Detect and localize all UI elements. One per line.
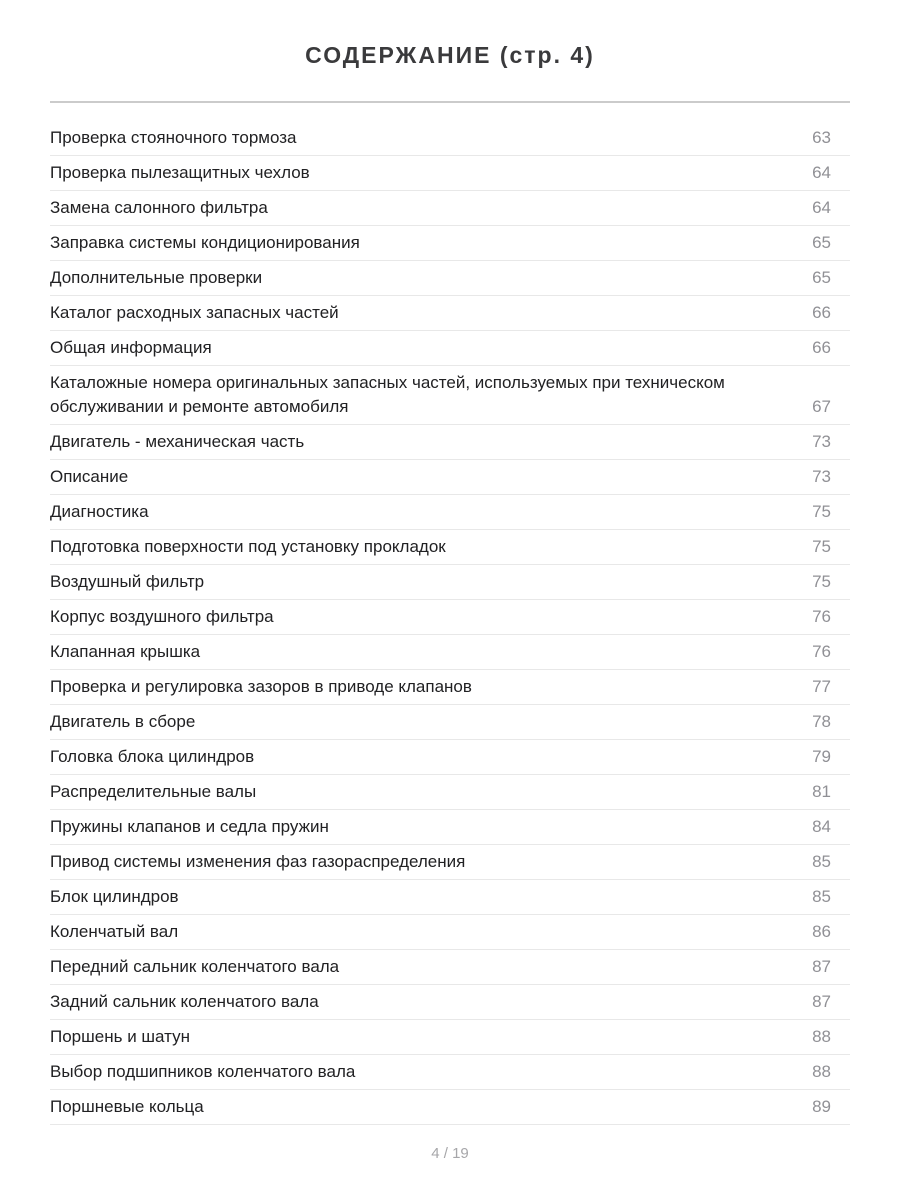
toc-entry-label: Двигатель - механическая часть — [50, 432, 305, 451]
page-indicator: 4 / 19 — [431, 1145, 469, 1162]
toc-entry-label: Привод системы изменения фаз газораспределения — [50, 852, 466, 871]
toc-entry — [50, 705, 850, 740]
toc-entry — [50, 635, 850, 670]
toc-entry-label: Каталог расходных запасных частей — [50, 303, 339, 322]
toc-entry-label: Замена салонного фильтра — [50, 198, 268, 217]
toc-entry — [50, 530, 850, 565]
toc-entry-page-number: 64 — [812, 163, 831, 182]
toc-entry — [50, 1020, 850, 1055]
toc-entry-page-number: 88 — [812, 1027, 831, 1046]
toc-entry-label: Подготовка поверхности под установку прокладок — [50, 537, 446, 556]
toc-entry-page-number: 75 — [812, 572, 831, 591]
toc-entry-page-number: 79 — [812, 747, 831, 766]
toc-entry — [50, 331, 850, 366]
toc-entry-page-number: 65 — [812, 268, 831, 287]
toc-entry-page-number: 86 — [812, 922, 831, 941]
toc-entry-page-number: 84 — [812, 817, 831, 836]
toc-entry-page-number: 66 — [812, 338, 831, 357]
toc-entry — [50, 121, 850, 156]
toc-entry-label: Корпус воздушного фильтра — [50, 607, 274, 626]
toc-entry — [50, 600, 850, 635]
toc-entry-page-number: 85 — [812, 852, 831, 871]
toc-entry-label: Общая информация — [50, 338, 212, 357]
toc-entry-page-number: 78 — [812, 712, 831, 731]
toc-entry-page-number: 77 — [812, 677, 831, 696]
toc-entry-page-number: 67 — [812, 397, 831, 416]
toc-entry — [50, 296, 850, 331]
toc-entry-page-number: 76 — [812, 642, 831, 661]
toc-entry — [50, 425, 850, 460]
toc-entry-label: Распределительные валы — [50, 782, 257, 801]
toc-entry-label: Передний сальник коленчатого вала — [50, 957, 340, 976]
toc-entry-label: Заправка системы кондиционирования — [50, 233, 360, 252]
toc-entry-label: Описание — [50, 467, 129, 486]
toc-entry-label: Двигатель в сборе — [50, 712, 196, 731]
toc-entry — [50, 460, 850, 495]
toc-entry — [50, 915, 850, 950]
toc-entry-page-number: 66 — [812, 303, 831, 322]
toc-entry-page-number: 75 — [812, 537, 831, 556]
toc-entry-page-number: 85 — [812, 887, 831, 906]
toc-entry-page-number: 87 — [812, 957, 831, 976]
toc-entry-label: Проверка стояночного тормоза — [50, 128, 297, 147]
toc-entry — [50, 495, 850, 530]
toc-entry-label: Проверка пылезащитных чехлов — [50, 163, 310, 182]
toc-entry-label: Клапанная крышка — [50, 642, 201, 661]
toc-entry — [50, 261, 850, 296]
toc-entry-page-number: 75 — [812, 502, 831, 521]
toc-entry — [50, 775, 850, 810]
toc-entry-page-number: 73 — [812, 432, 831, 451]
toc-entry — [50, 950, 850, 985]
header-divider — [50, 101, 850, 103]
toc-entry — [50, 191, 850, 226]
toc-entry-page-number: 89 — [812, 1097, 831, 1116]
toc-entry-page-number: 76 — [812, 607, 831, 626]
toc-entry-label: Воздушный фильтр — [50, 572, 205, 591]
toc-entry-label: Поршень и шатун — [50, 1027, 190, 1046]
toc-list — [50, 121, 850, 1125]
toc-entry-page-number: 73 — [812, 467, 831, 486]
toc-entry-page-number: 81 — [812, 782, 831, 801]
toc-entry — [50, 1055, 850, 1090]
toc-entry — [50, 670, 850, 705]
toc-entry — [50, 565, 850, 600]
toc-entry-page-number: 88 — [812, 1062, 831, 1081]
toc-entry-label: Проверка и регулировка зазоров в приводе клапанов — [50, 677, 472, 696]
toc-entry-label: Поршневые кольца — [50, 1097, 204, 1116]
page-title: СОДЕРЖАНИЕ (стр. 4) — [305, 42, 595, 68]
toc-entry-label: Каталожные номера оригинальных запасных частей, используемых при техническом обслуживании и ремонте автомобиля — [50, 373, 725, 416]
toc-entry — [50, 845, 850, 880]
toc-entry — [50, 740, 850, 775]
toc-entry-page-number: 65 — [812, 233, 831, 252]
toc-entry-label: Выбор подшипников коленчатого вала — [50, 1062, 356, 1081]
toc-entry — [50, 880, 850, 915]
toc-entry — [50, 366, 850, 425]
toc-entry-page-number: 64 — [812, 198, 831, 217]
toc-entry — [50, 1090, 850, 1125]
toc-entry — [50, 810, 850, 845]
toc-entry — [50, 985, 850, 1020]
toc-entry-label: Пружины клапанов и седла пружин — [50, 817, 329, 836]
toc-entry-label: Блок цилиндров — [50, 887, 179, 906]
toc-entry-page-number: 87 — [812, 992, 831, 1011]
toc-entry — [50, 226, 850, 261]
toc-entry-label: Диагностика — [50, 502, 149, 521]
toc-entry-label: Коленчатый вал — [50, 922, 179, 941]
toc-entry-page-number: 63 — [812, 128, 831, 147]
toc-entry-label: Дополнительные проверки — [50, 268, 263, 287]
toc-entry-label: Задний сальник коленчатого вала — [50, 992, 319, 1011]
toc-entry-label: Головка блока цилиндров — [50, 747, 255, 766]
toc-entry — [50, 156, 850, 191]
